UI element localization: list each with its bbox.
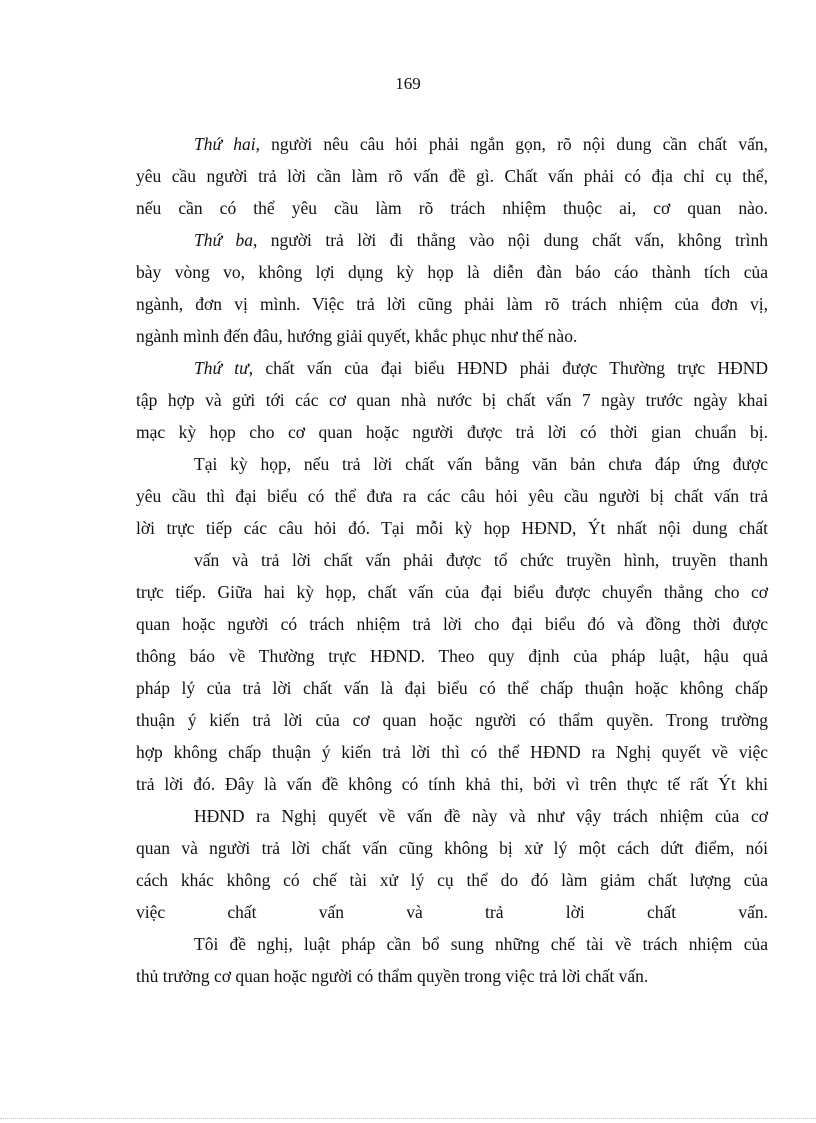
line-text: Tại kỳ họp, nếu trả lời chất vấn bằng văn bản chưa đáp ứng được <box>194 454 768 474</box>
line-text: , người trả lời đi thẳng vào nội dung chất vấn, không trình <box>252 230 769 250</box>
line-text: tập hợp và gửi tới các cơ quan nhà nước bị chất vấn 7 ngày trước ngày khai <box>136 390 768 410</box>
line-text: mạc kỳ họp cho cơ quan hoặc người được trả lời có thời gian chuẩn bị. <box>136 422 768 442</box>
line-text: yêu cầu thì đại biểu có thể đưa ra các câu hỏi yêu cầu người bị chất vấn trả <box>136 486 768 506</box>
text-line <box>136 608 768 640</box>
line-text: trực tiếp. Giữa hai kỳ họp, chất vấn của đại biểu được chuyển thẳng cho cơ <box>136 582 768 602</box>
text-line <box>136 640 768 672</box>
text-line <box>136 448 768 480</box>
line-text: Tôi đề nghị, luật pháp cần bổ sung những chế tài về trách nhiệm của <box>194 934 768 954</box>
text-line <box>136 480 768 512</box>
text-line <box>136 384 768 416</box>
line-text: lời trực tiếp các câu hỏi đó. Tại mỗi kỳ họp HĐND, Ýt nhất nội dung chất <box>136 518 768 538</box>
line-text: yêu cầu người trả lời cần làm rõ vấn đề gì. Chất vấn phải có địa chỉ cụ thể, <box>136 166 768 186</box>
text-line <box>136 736 768 768</box>
line-text: thủ trưởng cơ quan hoặc người có thẩm quyền trong việc trả lời chất vấn. <box>136 966 649 986</box>
line-text: trả lời đó. Đây là vấn đề không có tính khả thi, bởi vì trên thực tế rất Ýt khi <box>136 774 768 794</box>
text-line <box>136 960 768 992</box>
text-line <box>136 416 768 448</box>
text-line <box>136 160 768 192</box>
page-bottom-border <box>0 1118 816 1119</box>
line-text: , người nêu câu hỏi phải ngắn gọn, rõ nội dung cần chất vấn, <box>255 134 768 154</box>
line-text: , chất vấn của đại biểu HĐND phải được Thường trực HĐND <box>248 358 768 378</box>
line-text: pháp lý của trả lời chất vấn là đại biểu có thể chấp thuận hoặc không chấp <box>136 678 768 698</box>
text-line <box>136 800 768 832</box>
text-line <box>136 352 768 384</box>
text-line <box>136 576 768 608</box>
text-line <box>136 320 768 352</box>
paragraph-lead: Thứ ba <box>194 230 253 250</box>
line-text: vấn và trả lời chất vấn phải được tổ chức truyền hình, truyền thanh <box>194 550 768 570</box>
text-line <box>136 928 768 960</box>
line-text: việc chất vấn và trả lời chất vấn. <box>136 902 768 922</box>
text-line <box>136 544 768 576</box>
paragraph-lead: Thứ hai <box>194 134 256 154</box>
line-text: quan hoặc người có trách nhiệm trả lời cho đại biểu đó và đồng thời được <box>136 614 768 634</box>
line-text: nếu cần có thể yêu cầu làm rõ trách nhiệm thuộc ai, cơ quan nào. <box>136 198 768 218</box>
document-body <box>136 128 768 992</box>
line-text: bày vòng vo, không lợi dụng kỳ họp là diễn đàn báo cáo thành tích của <box>136 262 768 282</box>
line-text: thuận ý kiến trả lời của cơ quan hoặc người có thẩm quyền. Trong trường <box>136 710 768 730</box>
text-line <box>136 864 768 896</box>
text-line <box>136 672 768 704</box>
text-line <box>136 256 768 288</box>
line-text: cách khác không có chế tài xử lý cụ thể do đó làm giảm chất lượng của <box>136 870 768 890</box>
line-text: ngành mình đến đâu, hướng giải quyết, khắc phục như thế nào. <box>136 326 578 346</box>
line-text: HĐND ra Nghị quyết về vấn đề này và như vậy trách nhiệm của cơ <box>194 806 768 826</box>
text-line <box>136 896 768 928</box>
line-text: hợp không chấp thuận ý kiến trả lời thì có thể HĐND ra Nghị quyết về việc <box>136 742 768 762</box>
text-line <box>136 192 768 224</box>
paragraph-lead: Thứ tư <box>194 358 249 378</box>
text-line <box>136 512 768 544</box>
text-line <box>136 832 768 864</box>
line-text: ngành, đơn vị mình. Việc trả lời cũng phải làm rõ trách nhiệm của đơn vị, <box>136 294 768 314</box>
text-line <box>136 768 768 800</box>
text-line <box>136 288 768 320</box>
line-text: quan và người trả lời chất vấn cũng không bị xử lý một cách dứt điểm, nói <box>136 838 768 858</box>
text-line <box>136 704 768 736</box>
line-text: thông báo về Thường trực HĐND. Theo quy định của pháp luật, hậu quả <box>136 646 768 666</box>
text-line <box>136 128 768 160</box>
text-line <box>136 224 768 256</box>
page-number: 169 <box>395 74 421 93</box>
